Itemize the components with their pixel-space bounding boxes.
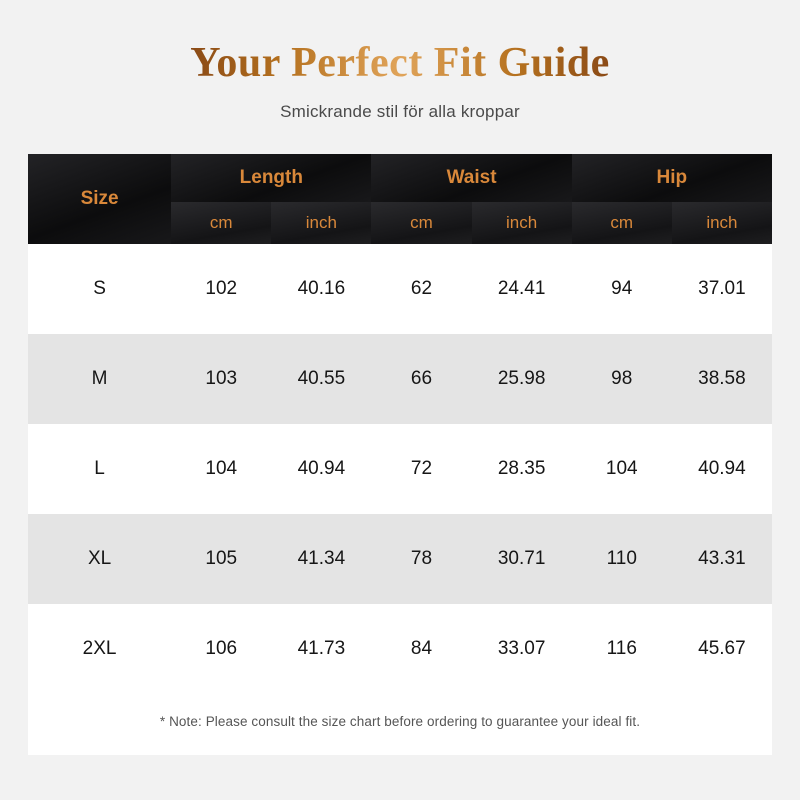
cell-length-inch: 40.94 (271, 424, 371, 514)
table-header (28, 154, 772, 244)
cell-hip-cm: 110 (572, 514, 672, 604)
table-row (28, 604, 772, 694)
cell-length-cm: 102 (171, 244, 271, 334)
cell-length-cm: 105 (171, 514, 271, 604)
table-body (28, 244, 772, 694)
table-row (28, 334, 772, 424)
cell-waist-cm: 72 (371, 424, 471, 514)
cell-hip-inch: 38.58 (672, 334, 772, 424)
cell-waist-inch: 33.07 (472, 604, 572, 694)
column-header-length-cm: cm (171, 202, 271, 244)
column-header-size: Size (28, 154, 171, 244)
cell-size: XL (28, 514, 171, 604)
cell-length-inch: 41.73 (271, 604, 371, 694)
cell-hip-inch: 40.94 (672, 424, 772, 514)
column-header-hip: Hip (572, 154, 772, 202)
column-header-length-inch: inch (271, 202, 371, 244)
cell-hip-cm: 104 (572, 424, 672, 514)
cell-hip-cm: 98 (572, 334, 672, 424)
page-title: Your Perfect Fit Guide (190, 40, 610, 86)
column-header-hip-inch: inch (672, 202, 772, 244)
size-table (28, 154, 772, 694)
cell-waist-cm: 78 (371, 514, 471, 604)
table-row (28, 244, 772, 334)
cell-waist-cm: 62 (371, 244, 471, 334)
cell-waist-inch: 25.98 (472, 334, 572, 424)
column-header-waist-cm: cm (371, 202, 471, 244)
page-subtitle: Smickrande stil för alla kroppar (280, 102, 520, 122)
cell-length-cm: 104 (171, 424, 271, 514)
footer-note: * Note: Please consult the size chart before ordering to guarantee your ideal fit. (159, 714, 641, 730)
size-table-container (28, 154, 772, 694)
cell-waist-cm: 66 (371, 334, 471, 424)
cell-length-cm: 103 (171, 334, 271, 424)
footer-note-container (28, 694, 772, 755)
cell-hip-inch: 37.01 (672, 244, 772, 334)
cell-length-cm: 106 (171, 604, 271, 694)
cell-size: S (28, 244, 171, 334)
table-group-header-row (28, 154, 772, 202)
table-row (28, 424, 772, 514)
cell-length-inch: 41.34 (271, 514, 371, 604)
cell-length-inch: 40.16 (271, 244, 371, 334)
cell-length-inch: 40.55 (271, 334, 371, 424)
column-header-hip-cm: cm (572, 202, 672, 244)
table-row (28, 514, 772, 604)
cell-waist-inch: 24.41 (472, 244, 572, 334)
cell-size: M (28, 334, 171, 424)
column-header-waist-inch: inch (472, 202, 572, 244)
cell-size: 2XL (28, 604, 171, 694)
cell-hip-inch: 43.31 (672, 514, 772, 604)
cell-size: L (28, 424, 171, 514)
column-header-length: Length (171, 154, 371, 202)
cell-hip-inch: 45.67 (672, 604, 772, 694)
cell-hip-cm: 94 (572, 244, 672, 334)
cell-hip-cm: 116 (572, 604, 672, 694)
cell-waist-cm: 84 (371, 604, 471, 694)
cell-waist-inch: 28.35 (472, 424, 572, 514)
cell-waist-inch: 30.71 (472, 514, 572, 604)
column-header-waist: Waist (371, 154, 571, 202)
